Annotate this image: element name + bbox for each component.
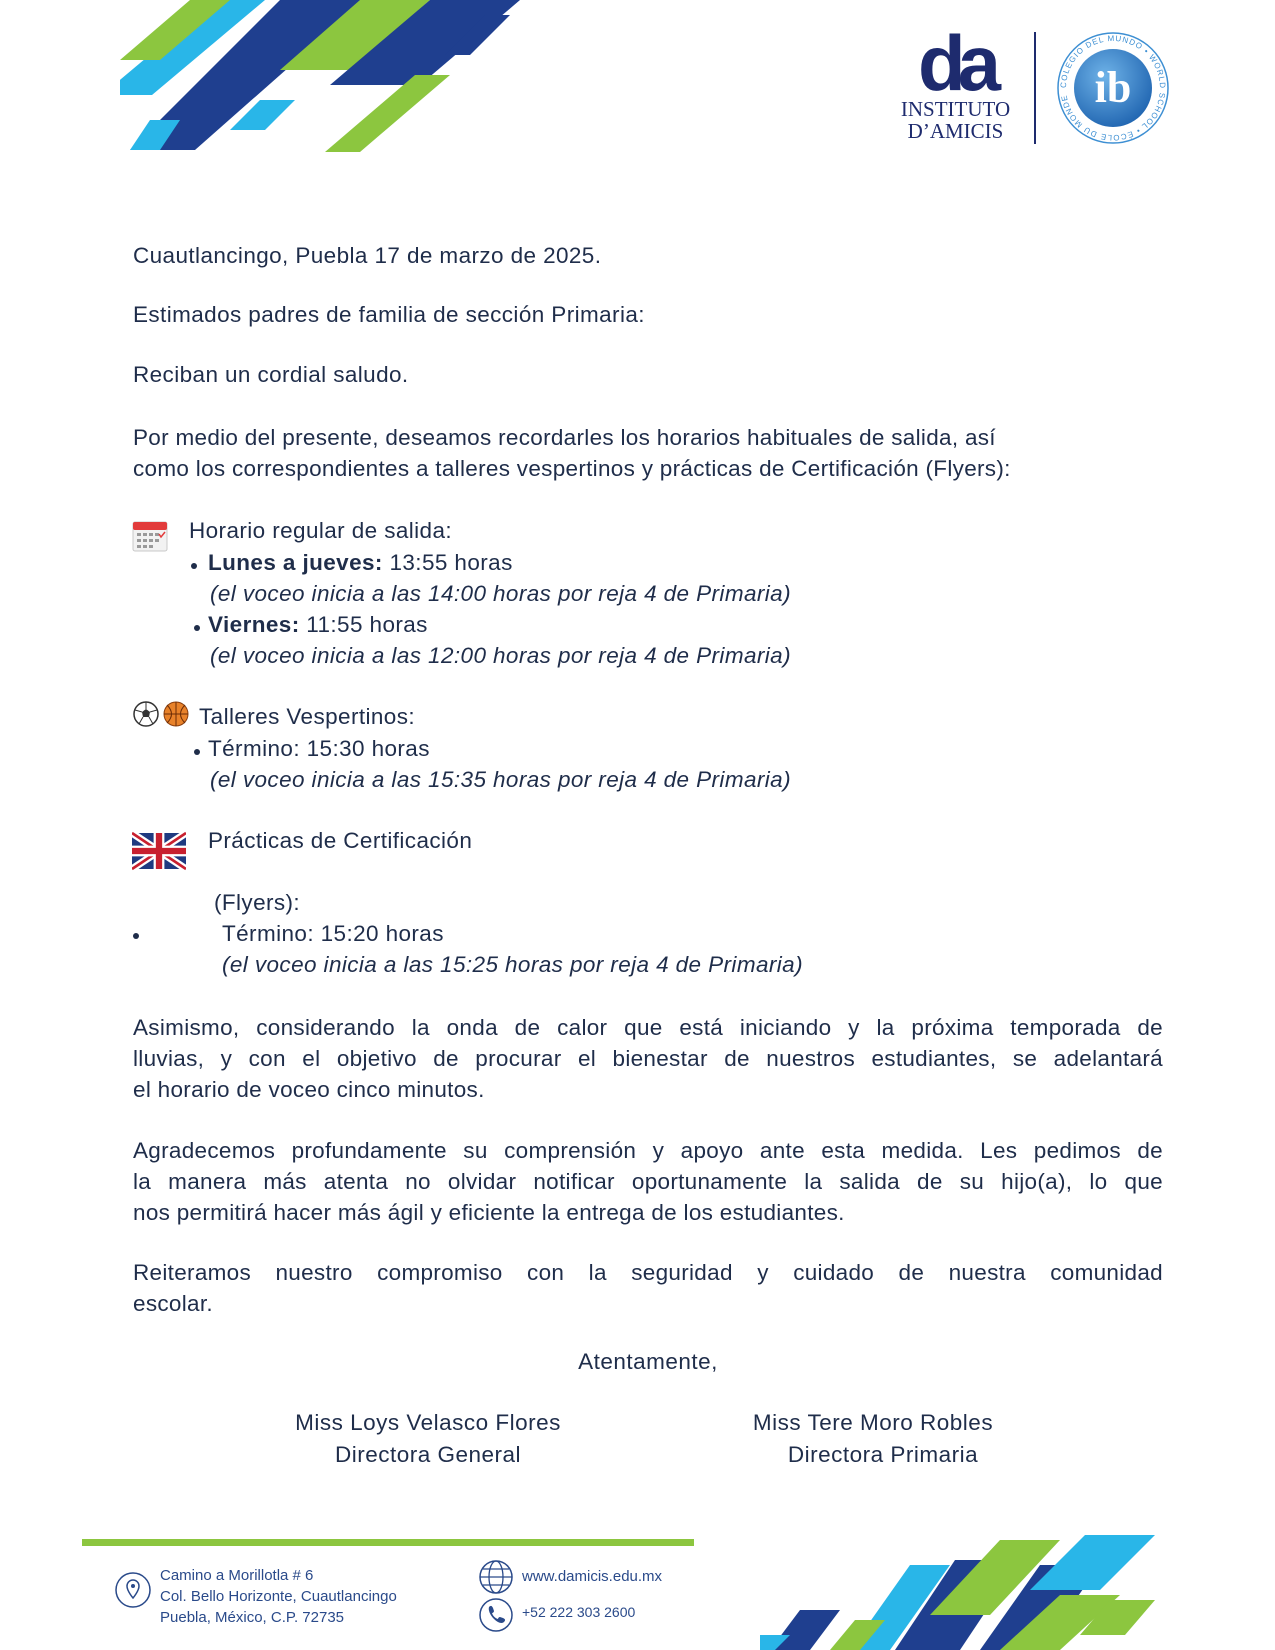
uk-flag-icon	[132, 831, 186, 871]
footer-website[interactable]: www.damicis.edu.mx	[522, 1568, 663, 1585]
asimismo-line-1: Asimismo, considerando la onda de calor que está iniciando y la próxima temporada de	[133, 1015, 1163, 1040]
bullet	[191, 563, 197, 569]
date-line: Cuautlancingo, Puebla 17 de marzo de 2025.	[133, 243, 602, 268]
regular-item-2-label: Viernes:	[208, 612, 300, 637]
talleres-item-1: Término: 15:30 horas	[208, 736, 430, 761]
talleres-heading: Talleres Vespertinos:	[199, 704, 416, 729]
header-stripes-decoration	[120, 0, 540, 155]
asimismo-line-2: lluvias, y con el objetivo de procurar el bienestar de nuestros estudiantes, se adelantará	[133, 1046, 1163, 1071]
closing: Atentamente,	[578, 1349, 718, 1374]
regular-item-1-value: 13:55 horas	[382, 550, 513, 575]
signer-2-name: Miss Tere Moro Robles	[752, 1410, 994, 1435]
cert-item-1-note: (el voceo inicia a las 15:25 horas por reja 4 de Primaria)	[222, 952, 803, 977]
intro-paragraph	[133, 422, 1163, 484]
regular-item-1-label: Lunes a jueves:	[208, 550, 383, 575]
agradecemos-line-2: la manera más atenta no olvidar notificar oportunamente la salida de su hijo(a), lo que	[133, 1169, 1163, 1194]
regular-item-2-note: (el voceo inicia a las 12:00 horas por reja 4 de Primaria)	[210, 643, 791, 668]
cert-heading-line-1: Prácticas de Certificación	[208, 828, 473, 853]
footer-address-line-1: Camino a Morillotla # 6	[160, 1567, 314, 1584]
greeting: Reciban un cordial saludo.	[133, 362, 409, 387]
reiteramos-paragraph	[133, 1257, 1163, 1319]
logo-line-2: D’AMICIS	[907, 119, 1004, 143]
talleres-item-1-note: (el voceo inicia a las 15:35 horas por reja 4 de Primaria)	[210, 767, 791, 792]
agradecemos-line-3: nos permitirá hacer más ágil y eficiente la entrega de los estudiantes.	[133, 1200, 845, 1225]
intro-line-1: Por medio del presente, deseamos recordarles los horarios habituales de salida, así	[133, 425, 996, 450]
reiteramos-line-2: escolar.	[133, 1291, 213, 1316]
regular-item-1	[208, 550, 513, 576]
asimismo-paragraph	[133, 1012, 1163, 1105]
regular-heading: Horario regular de salida:	[189, 518, 453, 543]
calendar-icon	[132, 518, 168, 552]
svg-text:ib: ib	[1094, 63, 1132, 112]
footer-stripes-decoration	[760, 1535, 1160, 1650]
agradecemos-paragraph	[133, 1135, 1163, 1228]
bullet	[133, 933, 139, 939]
asimismo-line-3: el horario de voceo cinco minutos.	[133, 1077, 485, 1102]
signer-1-title: Directora General	[334, 1442, 522, 1467]
soccer-basketball-icon	[132, 699, 192, 729]
footer-address-line-2: Col. Bello Horizonte, Cuautlancingo	[160, 1588, 397, 1605]
regular-item-2	[208, 612, 428, 638]
regular-item-1-note: (el voceo inicia a las 14:00 horas por reja 4 de Primaria)	[210, 581, 791, 606]
bullet	[194, 625, 200, 631]
salutation: Estimados padres de familia de sección Primaria:	[133, 302, 645, 327]
cert-item-1: Término: 15:20 horas	[222, 921, 444, 946]
footer-address	[160, 1565, 397, 1628]
intro-line-2: como los correspondientes a talleres vespertinos y prácticas de Certificación (Flyers):	[133, 456, 1011, 481]
ib-world-school-seal	[1053, 28, 1173, 148]
signer-1-name: Miss Loys Velasco Flores	[295, 1410, 561, 1435]
reiteramos-line-1: Reiteramos nuestro compromiso con la seguridad y cuidado de nuestra comunidad	[133, 1260, 1163, 1285]
cert-heading-line-2: (Flyers):	[214, 890, 301, 915]
footer-rule	[82, 1539, 694, 1546]
phone-icon	[477, 1596, 515, 1634]
logo-divider	[1034, 32, 1036, 144]
institute-logo	[898, 19, 1018, 148]
footer-address-line-3: Puebla, México, C.P. 72735	[160, 1609, 345, 1626]
regular-item-2-value: 11:55 horas	[299, 612, 428, 637]
logo-line-1: INSTITUTO	[900, 97, 1011, 121]
bullet	[194, 749, 200, 755]
logo-mark: da	[917, 19, 994, 107]
footer-phone[interactable]: +52 222 303 2600	[522, 1604, 636, 1620]
svg-text:COLEGIO DEL MUNDO • WORLD SCHO: COLEGIO DEL MUNDO • WORLD SCHOOL • ÉCOLE DU MONDE	[1058, 33, 1168, 143]
signer-2-title: Directora Primaria	[787, 1442, 979, 1467]
agradecemos-line-1: Agradecemos profundamente su comprensión y apoyo ante esta medida. Les pedimos de	[133, 1138, 1163, 1163]
globe-icon	[477, 1558, 515, 1596]
location-pin-icon	[114, 1571, 152, 1609]
